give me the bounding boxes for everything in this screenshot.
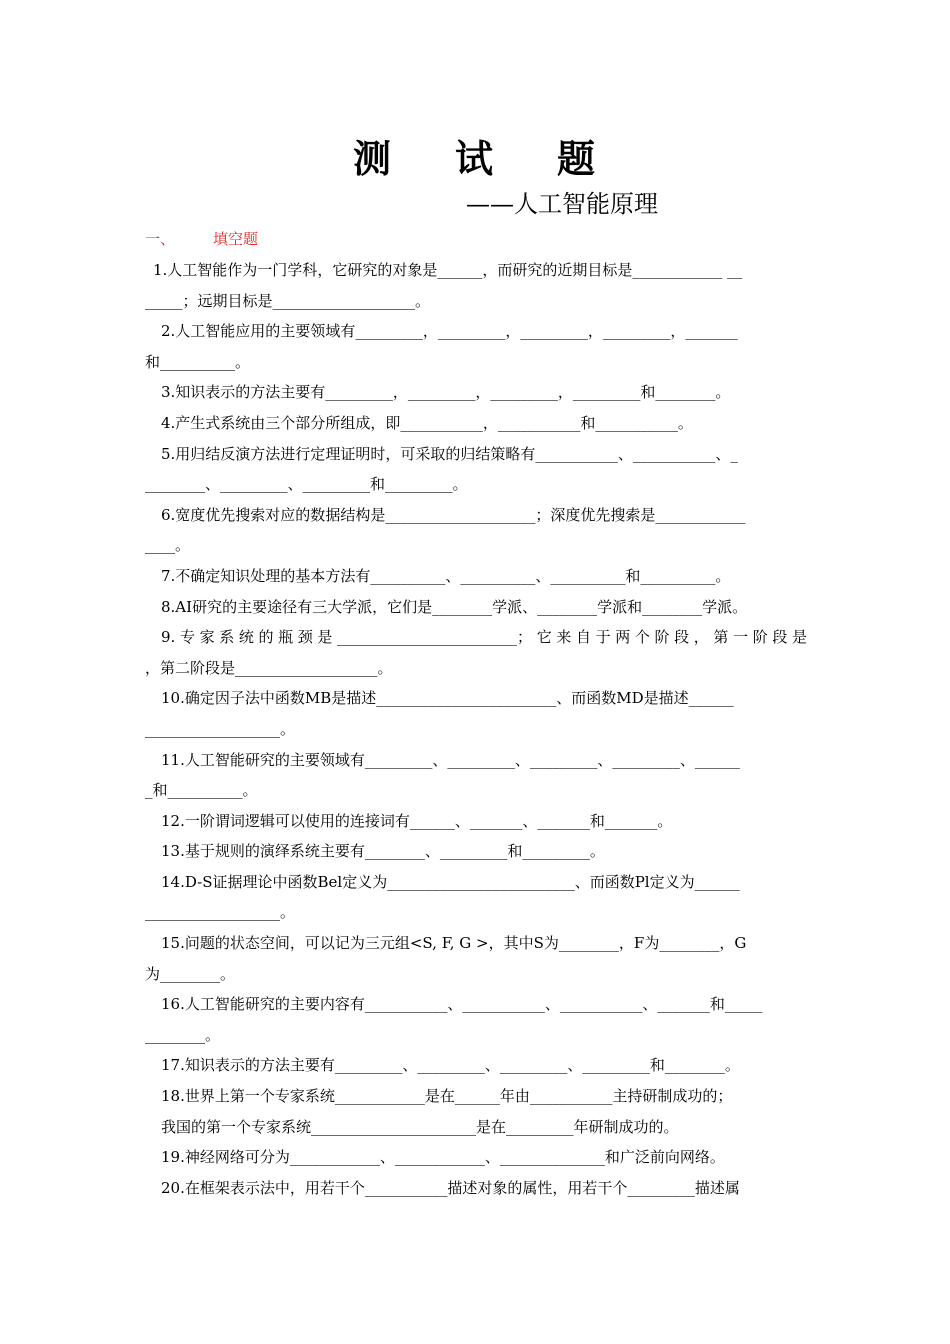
section-number: 一、 (145, 230, 176, 248)
question-line: ________。 (145, 1025, 221, 1044)
question-line: _和__________。 (145, 781, 258, 800)
question-line: 为________。 (145, 964, 236, 983)
question-line: 和__________。 (145, 352, 251, 371)
question-line: 12.一阶谓词逻辑可以使用的连接词有______、_______、_______和_______。 (161, 811, 673, 830)
section-label: 填空题 (213, 230, 259, 248)
question-line: 14.D-S证据理论中函数Bel定义为_________________________、而函数Pl定义为______ (161, 872, 740, 891)
question-line: 19.神经网络可分为____________、____________、______________和广泛前向网络。 (161, 1148, 725, 1167)
question-line: 18.世界上第一个专家系统____________是在______年由___________主持研制成功的； (161, 1087, 733, 1106)
title-char: 测 (352, 136, 393, 181)
title-char: 题 (557, 136, 598, 181)
question-line: ，第二阶段是___________________。 (145, 658, 393, 677)
question-line: 5.用归结反演方法进行定理证明时，可采取的归结策略有___________、___________、_ (161, 444, 738, 463)
question-line: 13.基于规则的演绎系统主要有________、_________和_________。 (161, 842, 605, 861)
question-line: ________、_________、_________和_________。 (145, 475, 468, 494)
question-line: 15.问题的状态空间，可以记为三元组<S, F, G >，其中S为________，F为________，G (161, 934, 747, 953)
question-line: 1.人工智能作为一门学科，它研究的对象是______，而研究的近期目标是____________ __ (153, 261, 743, 279)
page-subtitle: ——人工智能原理 (466, 190, 658, 218)
question-line: 20.在框架表示法中，用若干个___________描述对象的属性，用若干个_________描述属 (161, 1178, 740, 1197)
title-char: 试 (454, 136, 495, 181)
question-line: _____；远期目标是___________________。 (145, 291, 431, 310)
question-line: 3.知识表示的方法主要有_________，_________，_________，_________和________。 (161, 383, 731, 402)
question-line: 11.人工智能研究的主要领域有_________、_________、_________、_________、______ (161, 750, 740, 769)
question-list (145, 255, 807, 1203)
question-line: __________________。 (145, 719, 296, 738)
question-line: ____。 (145, 536, 191, 555)
question-line: 10.确定因子法中函数MB是描述________________________、而函数MD是描述______ (161, 689, 734, 708)
question-line: 我国的第一个专家系统______________________是在_________年研制成功的。 (161, 1117, 679, 1136)
question-line: __________________。 (145, 903, 296, 922)
section-heading (145, 228, 258, 249)
question-line: 4.产生式系统由三个部分所组成，即___________，___________和___________。 (161, 413, 693, 432)
question-line: 9.专家系统的瓶颈是________________________；它来自于两个阶段，第一阶段是 (161, 628, 807, 647)
question-line: 7.不确定知识处理的基本方法有__________、__________、__________和__________。 (161, 566, 731, 585)
question-line: 16.人工智能研究的主要内容有___________、___________、___________、_______和_____ (161, 995, 763, 1014)
page-title (0, 128, 950, 183)
question-line: 2.人工智能应用的主要领域有_________，_________，_________，_________，_______ (161, 322, 738, 341)
question-line: 8.AI研究的主要途径有三大学派，它们是________学派、________学派和________学派。 (161, 597, 748, 616)
question-line: 6.宽度优先搜索对应的数据结构是____________________；深度优先搜索是____________ (161, 505, 746, 524)
question-line: 17.知识表示的方法主要有_________、_________、_________、_________和________。 (161, 1056, 740, 1075)
